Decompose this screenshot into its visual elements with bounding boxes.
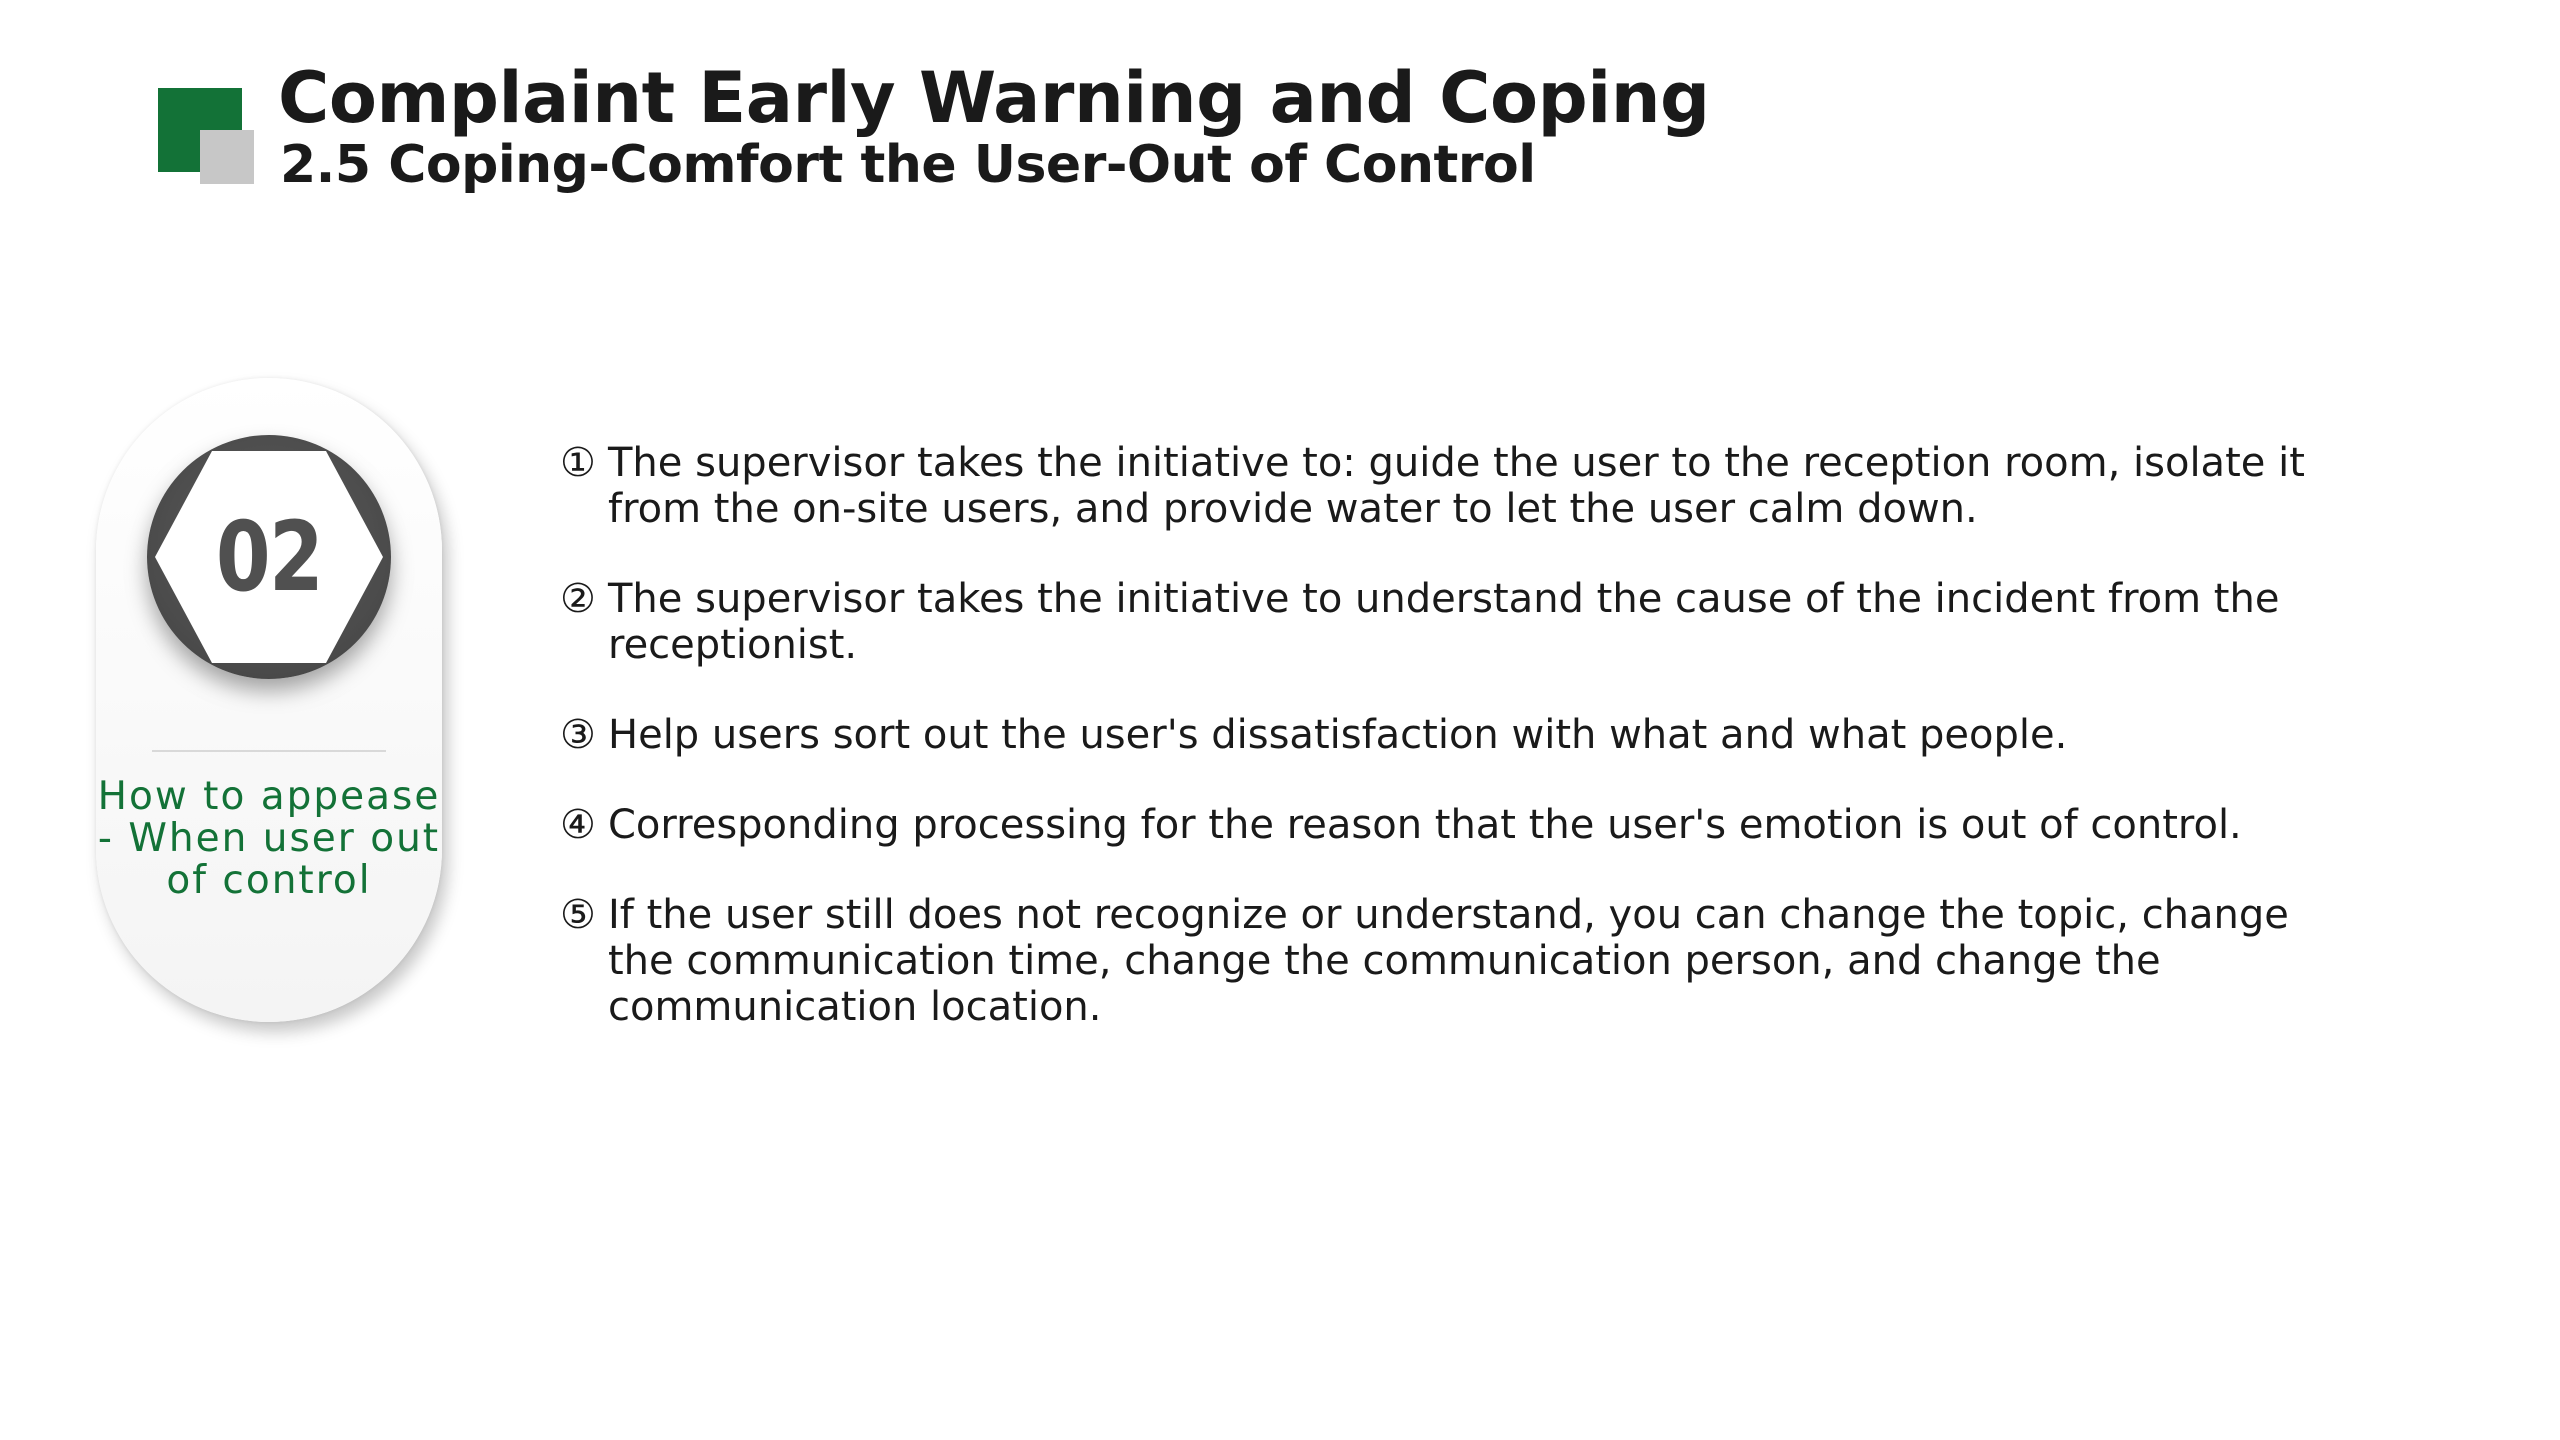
item-marker: ① (560, 440, 596, 486)
list-item (560, 892, 2320, 1030)
item-marker: ③ (560, 712, 596, 758)
number-badge (147, 435, 391, 679)
card-divider (152, 750, 386, 752)
page-title: Complaint Early Warning and Coping (278, 57, 1710, 139)
item-text: Corresponding processing for the reason that the user's emotion is out of control. (608, 802, 2242, 848)
item-text: The supervisor takes the initiative to: guide the user to the reception room, isolate it from the on-site users, and provide water to let the user calm down. (608, 440, 2305, 532)
header-logo-mark (158, 88, 254, 184)
item-marker: ② (560, 576, 596, 622)
list-item (560, 576, 2320, 668)
list-item (560, 440, 2320, 532)
steps-list (560, 440, 2320, 1074)
item-marker: ④ (560, 802, 596, 848)
section-card (96, 378, 442, 1022)
card-caption: How to appease - When user out of control (97, 774, 441, 903)
item-text: The supervisor takes the initiative to understand the cause of the incident from the receptionist. (608, 576, 2280, 668)
section-number: 02 (215, 501, 323, 613)
item-text: Help users sort out the user's dissatisfaction with what and what people. (608, 712, 2068, 758)
item-marker: ⑤ (560, 892, 596, 938)
item-text: If the user still does not recognize or understand, you can change the topic, change the communication time, change the communication person, and change the communication location. (608, 892, 2289, 1030)
list-item (560, 802, 2320, 848)
list-item (560, 712, 2320, 758)
gray-square (200, 130, 254, 184)
page-subtitle: 2.5 Coping-Comfort the User-Out of Control (280, 135, 1536, 195)
